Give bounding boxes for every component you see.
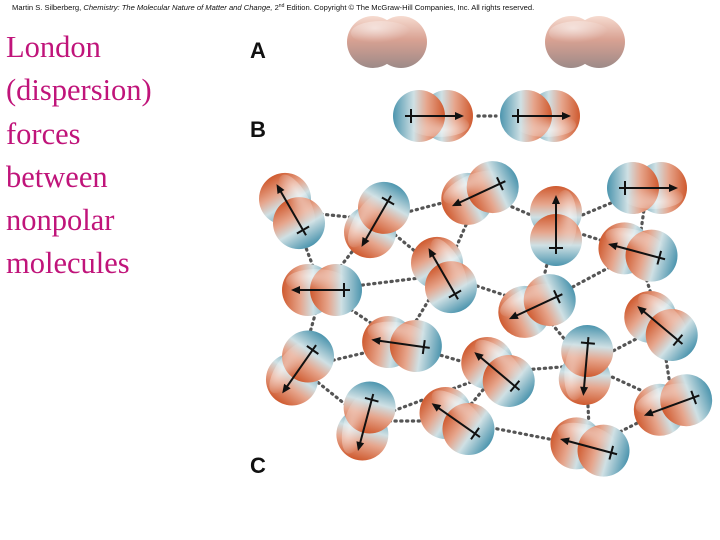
polar-molecule: [607, 162, 687, 214]
polar-molecule: [530, 186, 582, 266]
polar-molecule: [393, 90, 473, 142]
book-title: Chemistry: The Molecular Nature of Matter and Change,: [83, 3, 273, 12]
title-line: between: [6, 159, 108, 194]
edition-number: 2: [274, 3, 279, 12]
polar-molecule: [282, 264, 362, 316]
edition-suffix: nd: [278, 3, 285, 9]
nonpolar-molecule: [347, 16, 427, 68]
nonpolar-molecule: [545, 16, 625, 68]
title-line: London: [6, 30, 101, 64]
polar-molecule: [433, 153, 527, 234]
copyright-text: Edition. Copyright © The McGraw-Hill Companies, Inc. All rights reserved.: [286, 3, 535, 12]
title-line: forces: [6, 116, 81, 151]
polar-molecule: [401, 227, 486, 322]
polar-molecule: [557, 323, 616, 407]
polar-molecule: [545, 412, 636, 483]
polar-molecule: [500, 90, 580, 142]
polar-molecule: [359, 313, 445, 376]
panel-label-a: A: [250, 38, 266, 63]
panel-label-c: C: [250, 453, 266, 478]
title-line: molecules: [6, 246, 130, 281]
polar-molecule: [627, 367, 720, 443]
panel-label-b: B: [250, 117, 266, 142]
polar-molecule: [614, 280, 709, 371]
polar-molecule: [331, 376, 402, 467]
molecules: [249, 16, 719, 482]
polar-molecule: [256, 320, 344, 415]
title-line: (dispersion): [6, 73, 152, 108]
polar-molecule: [249, 163, 334, 258]
author: Martin S. Silberberg,: [12, 3, 82, 12]
title-line: nonpolar: [6, 203, 115, 238]
polar-molecule: [334, 172, 419, 267]
polar-molecule: [593, 217, 684, 288]
